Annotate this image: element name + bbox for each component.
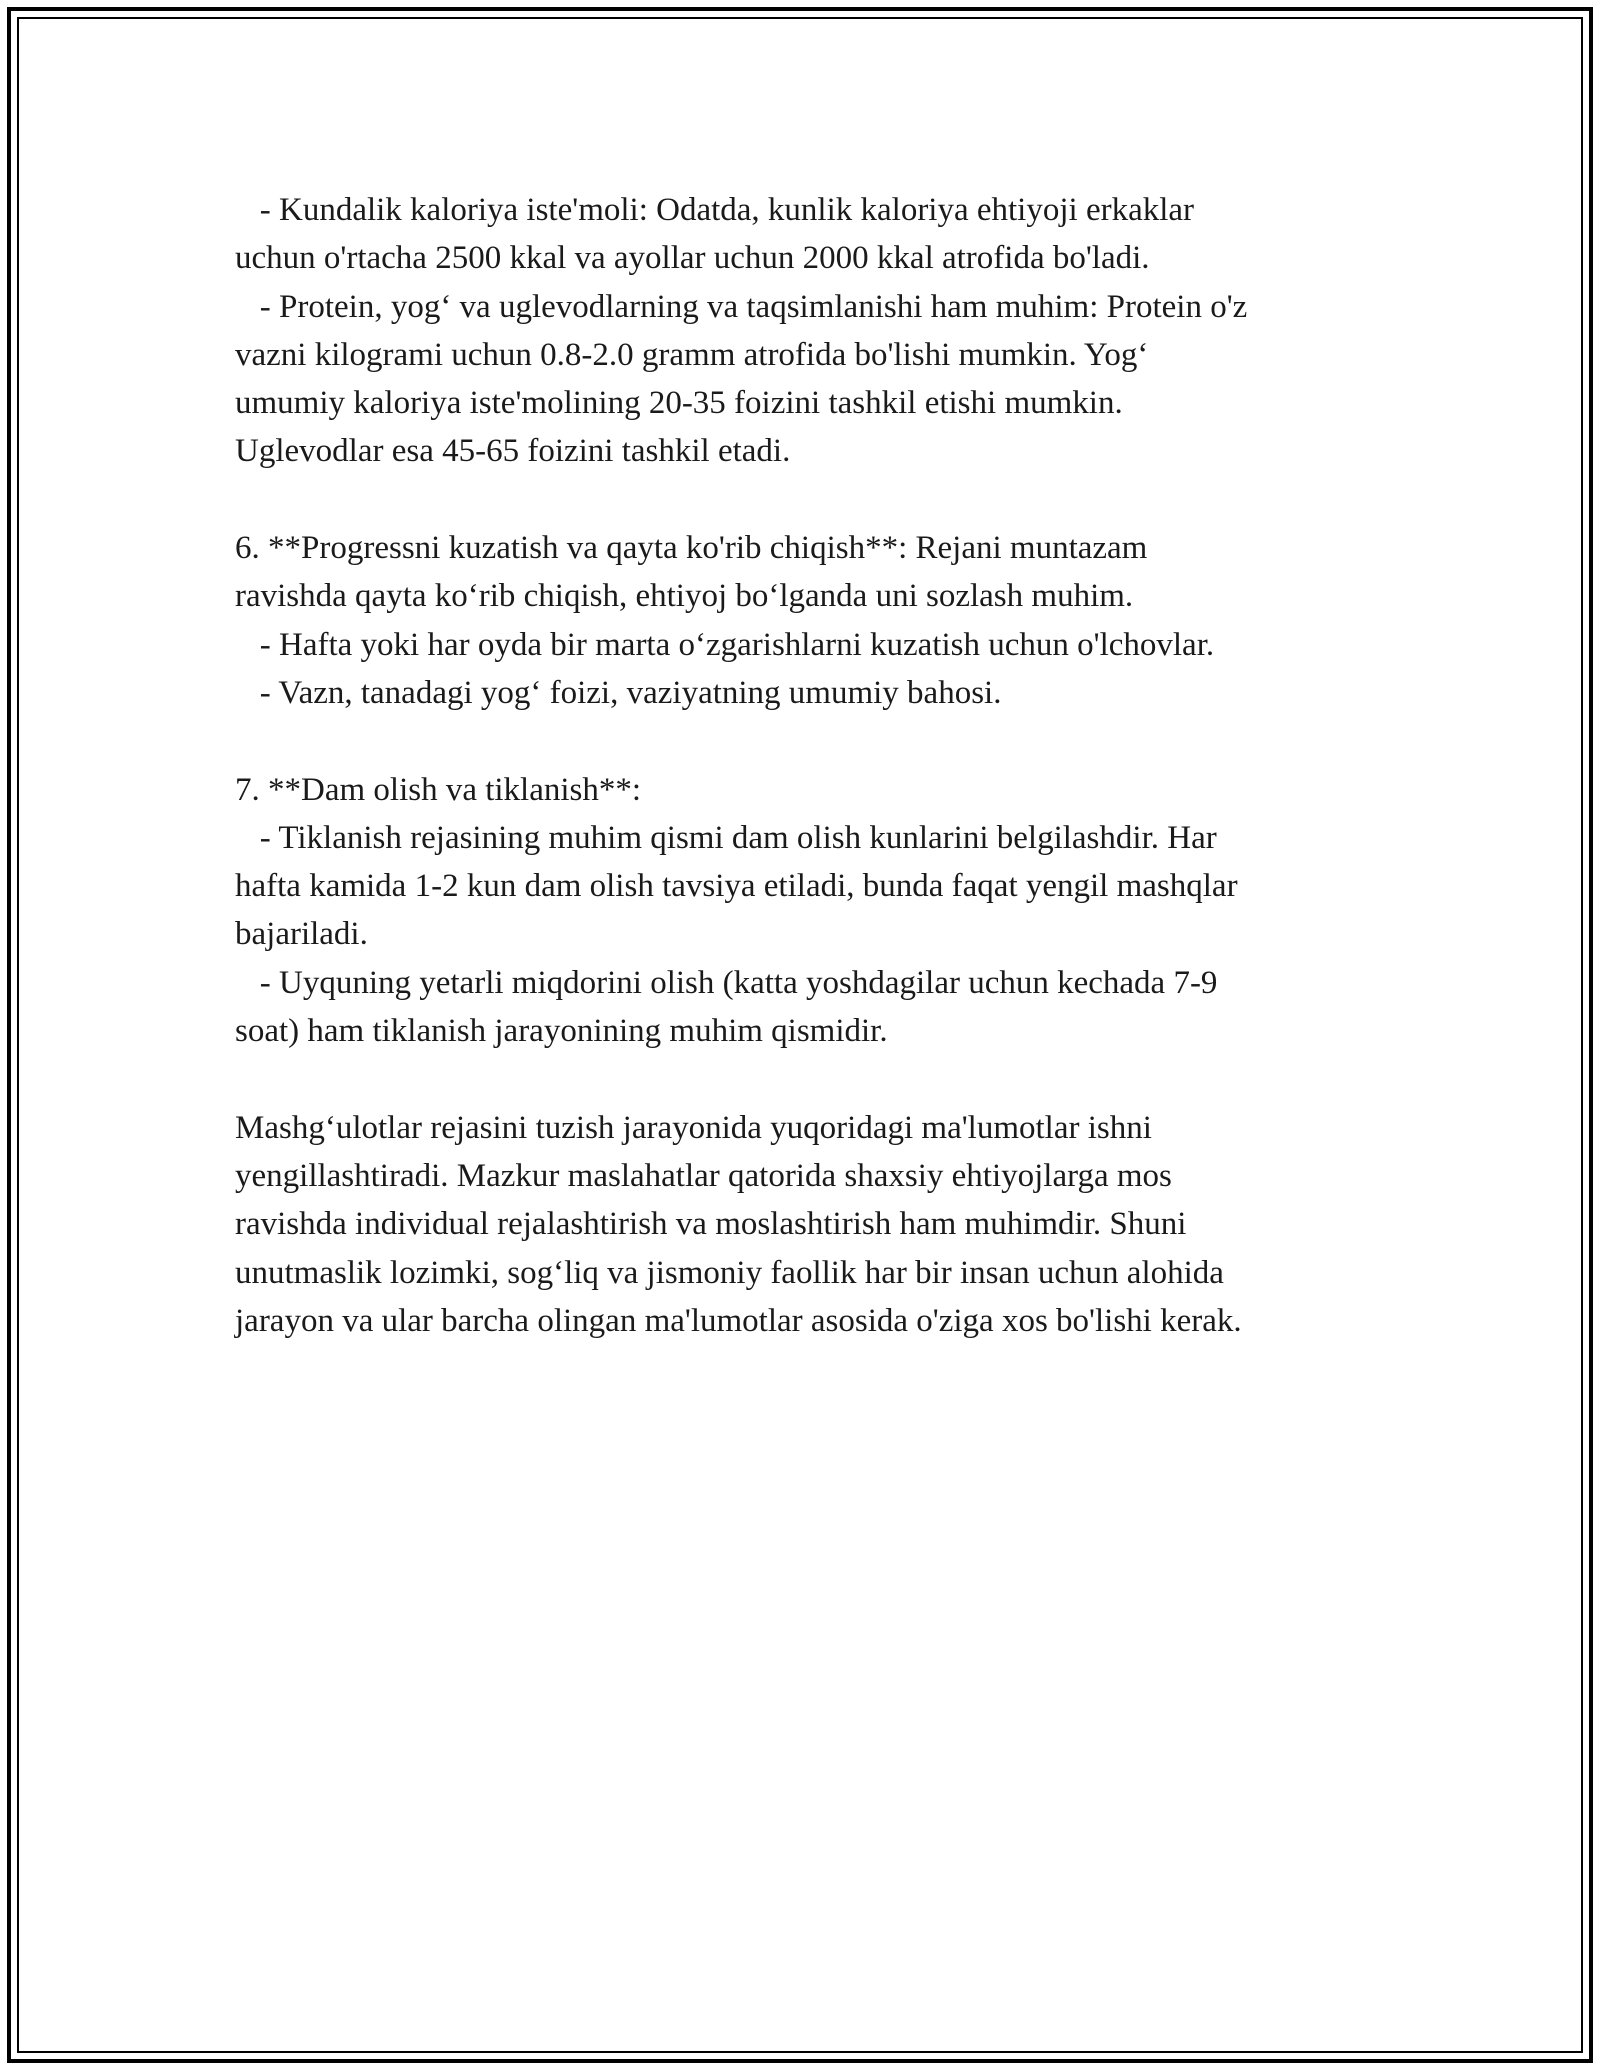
- text-line: jarayon va ular barcha olingan ma'lumotlar asosida o'ziga xos bo'lishi kerak.: [235, 1302, 1242, 1339]
- text-line: bajariladi.: [235, 916, 368, 953]
- blank-line: [235, 717, 1385, 765]
- text-line: vazni kilogrami uchun 0.8-2.0 gramm atrofida bo'lishi mumkin. Yog‘: [235, 336, 1149, 373]
- text-line: - Hafta yoki har oyda bir marta o‘zgarishlarni kuzatish uchun o'lchovlar.: [235, 626, 1215, 663]
- text-line: ravishda qayta ko‘rib chiqish, ehtiyoj bo‘lganda uni sozlash muhim.: [235, 578, 1134, 615]
- text-line: umumiy kaloriya iste'molining 20-35 foizini tashkil etishi mumkin.: [235, 385, 1123, 422]
- text-line: yengillashtiradi. Mazkur maslahatlar qatorida shaxsiy ehtiyojlarga mos: [235, 1157, 1172, 1194]
- text-line: - Vazn, tanadagi yog‘ foizi, vaziyatning umumiy bahosi.: [235, 674, 1002, 711]
- blank-line: [235, 1055, 1385, 1103]
- text-line: 6. **Progressni kuzatish va qayta ko'rib chiqish**: Rejani muntazam: [235, 530, 1148, 567]
- text-line: ravishda individual rejalashtirish va moslashtirish ham muhimdir. Shuni: [235, 1206, 1187, 1243]
- document-body: [235, 186, 1385, 1345]
- text-line: - Protein, yog‘ va uglevodlarning va taqsimlanishi ham muhim: Protein o'z: [235, 288, 1248, 325]
- text-line: uchun o'rtacha 2500 kkal va ayollar uchun 2000 kkal atrofida bo'ladi.: [235, 240, 1150, 277]
- text-line: - Tiklanish rejasining muhim qismi dam olish kunlarini belgilashdir. Har: [235, 819, 1217, 856]
- text-line: hafta kamida 1-2 kun dam olish tavsiya etiladi, bunda faqat yengil mashqlar: [235, 868, 1238, 905]
- text-line: - Uyquning yetarli miqdorini olish (katta yoshdagilar uchun kechada 7-9: [235, 964, 1218, 1001]
- text-line: - Kundalik kaloriya iste'moli: Odatda, kunlik kaloriya ehtiyoji erkaklar: [235, 192, 1195, 228]
- blank-line: [235, 476, 1385, 524]
- text-line: 7. **Dam olish va tiklanish**:: [235, 771, 642, 808]
- text-line: soat) ham tiklanish jarayonining muhim qismidir.: [235, 1013, 888, 1050]
- text-line: unutmaslik lozimki, sog‘liq va jismoniy faollik har bir insan uchun alohida: [235, 1254, 1224, 1291]
- text-line: Mashg‘ulotlar rejasini tuzish jarayonida yuqoridagi ma'lumotlar ishni: [235, 1109, 1152, 1146]
- text-line: Uglevodlar esa 45-65 foizini tashkil etadi.: [235, 433, 791, 470]
